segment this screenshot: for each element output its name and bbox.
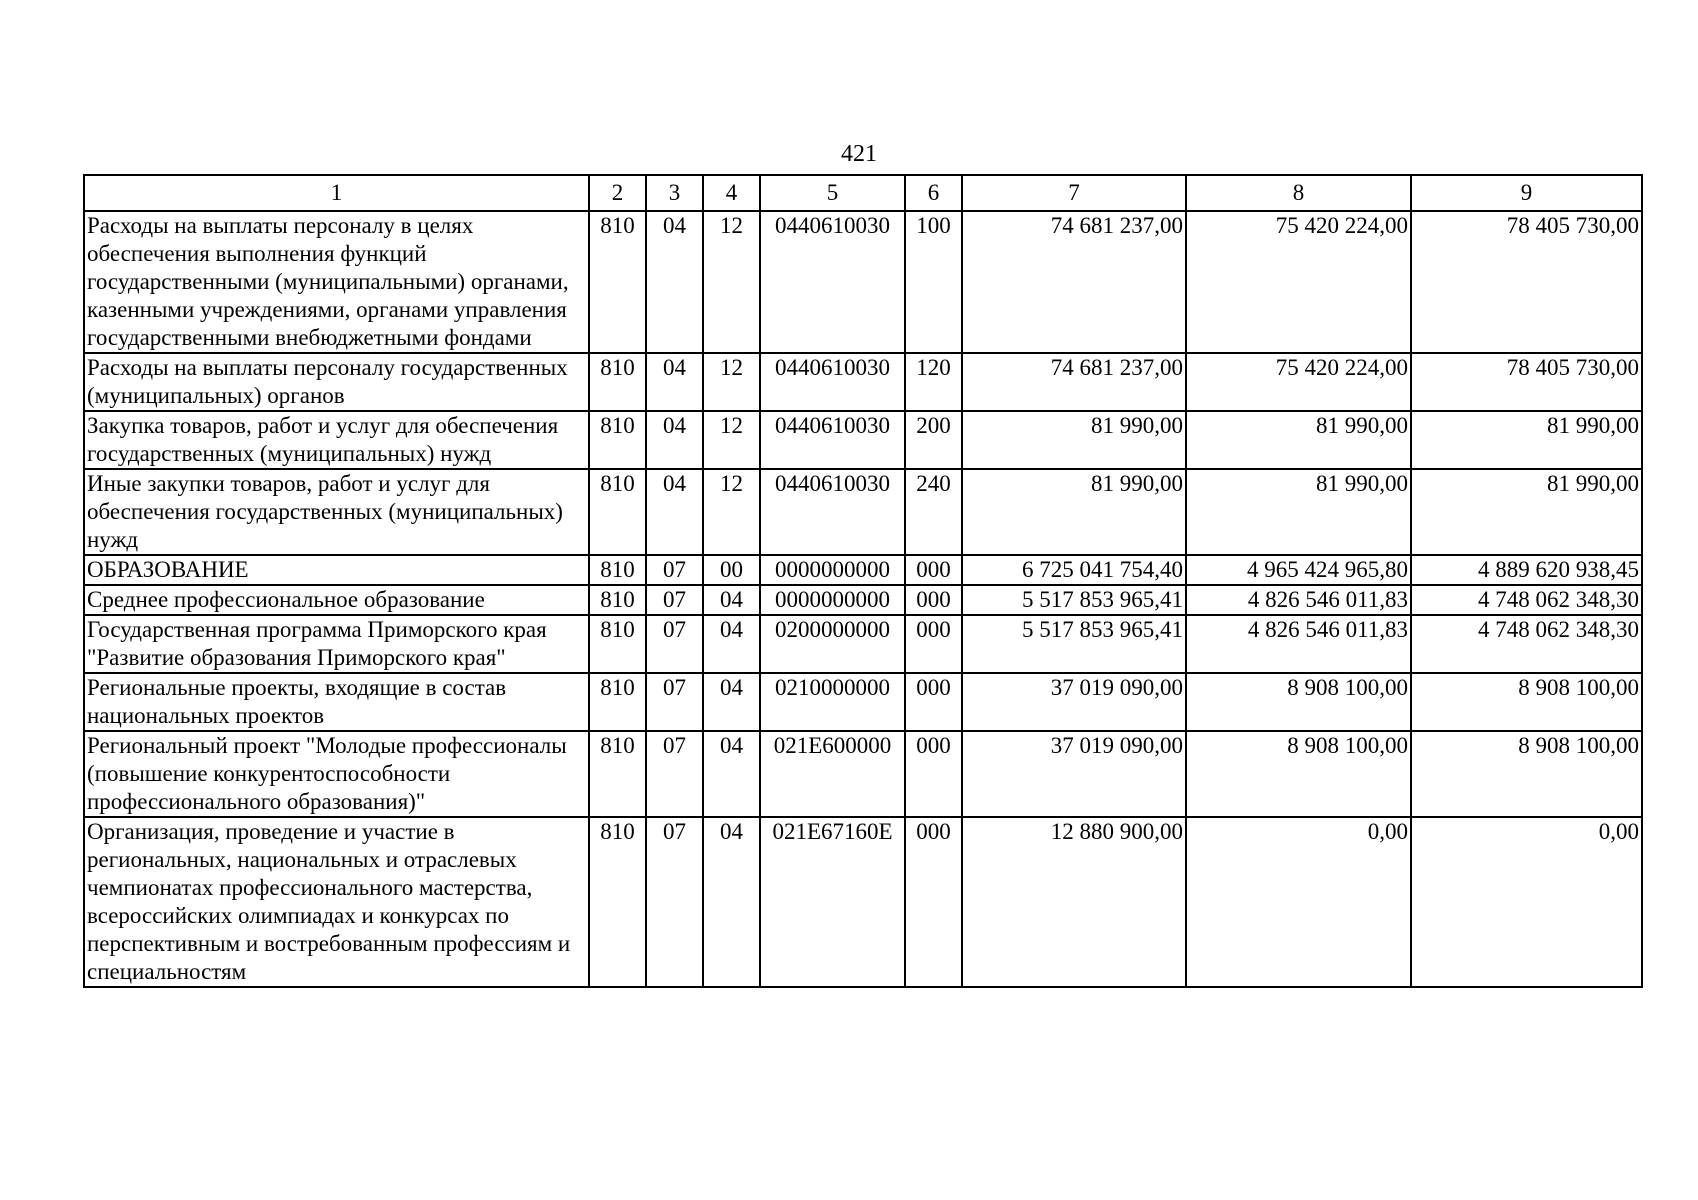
- amount-year-2: 75 420 224,00: [1186, 353, 1411, 411]
- table-row: [84, 585, 1642, 615]
- row-name: Закупка товаров, работ и услуг для обеспечения государственных (муниципальных) нужд: [84, 411, 589, 469]
- section-code: 07: [646, 615, 703, 673]
- column-header: 9: [1411, 175, 1642, 211]
- target-article-code: 0200000000: [760, 615, 905, 673]
- column-header: 1: [84, 175, 589, 211]
- ministry-code: 810: [589, 585, 646, 615]
- expense-type-code: 240: [905, 469, 962, 555]
- target-article-code: 0210000000: [760, 673, 905, 731]
- expense-type-code: 000: [905, 615, 962, 673]
- ministry-code: 810: [589, 615, 646, 673]
- amount-year-1: 74 681 237,00: [962, 211, 1186, 353]
- page-number: 421: [841, 141, 877, 167]
- amount-year-3: 0,00: [1411, 817, 1642, 987]
- amount-year-1: 12 880 900,00: [962, 817, 1186, 987]
- amount-year-2: 75 420 224,00: [1186, 211, 1411, 353]
- amount-year-3: 81 990,00: [1411, 469, 1642, 555]
- target-article-code: 021E600000: [760, 731, 905, 817]
- target-article-code: 0440610030: [760, 211, 905, 353]
- amount-year-3: 4 748 062 348,30: [1411, 615, 1642, 673]
- table-row: [84, 411, 1642, 469]
- expense-type-code: 200: [905, 411, 962, 469]
- amount-year-3: 78 405 730,00: [1411, 211, 1642, 353]
- target-article-code: 0000000000: [760, 555, 905, 585]
- subsection-code: 12: [703, 353, 760, 411]
- ministry-code: 810: [589, 673, 646, 731]
- ministry-code: 810: [589, 817, 646, 987]
- ministry-code: 810: [589, 731, 646, 817]
- amount-year-3: 81 990,00: [1411, 411, 1642, 469]
- ministry-code: 810: [589, 555, 646, 585]
- row-name: ОБРАЗОВАНИЕ: [84, 555, 589, 585]
- target-article-code: 0440610030: [760, 353, 905, 411]
- ministry-code: 810: [589, 211, 646, 353]
- section-code: 04: [646, 411, 703, 469]
- row-name: Организация, проведение и участие в региональных, национальных и отраслевых чемпионатах профессионального мастерства, всероссийских олимпиадах и конкурсах по перспективным и востребованным профессиям и специальностям: [84, 817, 589, 987]
- amount-year-2: 8 908 100,00: [1186, 673, 1411, 731]
- section-code: 07: [646, 585, 703, 615]
- subsection-code: 04: [703, 585, 760, 615]
- target-article-code: 0000000000: [760, 585, 905, 615]
- column-header: 7: [962, 175, 1186, 211]
- column-header: 2: [589, 175, 646, 211]
- table-row: [84, 353, 1642, 411]
- expense-type-code: 100: [905, 211, 962, 353]
- row-name: Государственная программа Приморского края "Развитие образования Приморского края": [84, 615, 589, 673]
- amount-year-2: 8 908 100,00: [1186, 731, 1411, 817]
- row-name: Иные закупки товаров, работ и услуг для обеспечения государственных (муниципальных) нужд: [84, 469, 589, 555]
- table-row: [84, 673, 1642, 731]
- amount-year-1: 37 019 090,00: [962, 731, 1186, 817]
- amount-year-2: 4 826 546 011,83: [1186, 585, 1411, 615]
- expense-type-code: 000: [905, 585, 962, 615]
- section-code: 04: [646, 469, 703, 555]
- amount-year-3: 8 908 100,00: [1411, 673, 1642, 731]
- table-row: [84, 731, 1642, 817]
- amount-year-3: 8 908 100,00: [1411, 731, 1642, 817]
- target-article-code: 021E67160E: [760, 817, 905, 987]
- subsection-code: 04: [703, 731, 760, 817]
- ministry-code: 810: [589, 411, 646, 469]
- row-name: Среднее профессиональное образование: [84, 585, 589, 615]
- row-name: Расходы на выплаты персоналу в целях обеспечения выполнения функций государственными (муниципальными) органами, казенными учреждениями, органами управления государственными внебюджетными фондами: [84, 211, 589, 353]
- table-row: [84, 615, 1642, 673]
- subsection-code: 12: [703, 469, 760, 555]
- amount-year-1: 81 990,00: [962, 469, 1186, 555]
- row-name: Региональный проект "Молодые профессионалы (повышение конкурентоспособности профессионального образования)": [84, 731, 589, 817]
- ministry-code: 810: [589, 469, 646, 555]
- amount-year-2: 4 826 546 011,83: [1186, 615, 1411, 673]
- expense-type-code: 000: [905, 555, 962, 585]
- section-code: 04: [646, 353, 703, 411]
- subsection-code: 00: [703, 555, 760, 585]
- section-code: 07: [646, 673, 703, 731]
- amount-year-2: 4 965 424 965,80: [1186, 555, 1411, 585]
- column-header: 5: [760, 175, 905, 211]
- subsection-code: 04: [703, 673, 760, 731]
- section-code: 07: [646, 817, 703, 987]
- amount-year-3: 4 889 620 938,45: [1411, 555, 1642, 585]
- row-name: Расходы на выплаты персоналу государственных (муниципальных) органов: [84, 353, 589, 411]
- subsection-code: 04: [703, 817, 760, 987]
- amount-year-2: 81 990,00: [1186, 469, 1411, 555]
- expense-type-code: 120: [905, 353, 962, 411]
- amount-year-1: 37 019 090,00: [962, 673, 1186, 731]
- amount-year-2: 81 990,00: [1186, 411, 1411, 469]
- subsection-code: 12: [703, 211, 760, 353]
- column-header: 8: [1186, 175, 1411, 211]
- row-name: Региональные проекты, входящие в состав национальных проектов: [84, 673, 589, 731]
- expense-type-code: 000: [905, 673, 962, 731]
- amount-year-3: 78 405 730,00: [1411, 353, 1642, 411]
- amount-year-1: 5 517 853 965,41: [962, 585, 1186, 615]
- expense-type-code: 000: [905, 731, 962, 817]
- amount-year-2: 0,00: [1186, 817, 1411, 987]
- section-code: 07: [646, 731, 703, 817]
- amount-year-1: 74 681 237,00: [962, 353, 1186, 411]
- section-code: 04: [646, 211, 703, 353]
- column-header: 3: [646, 175, 703, 211]
- subsection-code: 04: [703, 615, 760, 673]
- ministry-code: 810: [589, 353, 646, 411]
- amount-year-3: 4 748 062 348,30: [1411, 585, 1642, 615]
- table-row: [84, 555, 1642, 585]
- expense-type-code: 000: [905, 817, 962, 987]
- subsection-code: 12: [703, 411, 760, 469]
- budget-table: [83, 174, 1643, 988]
- target-article-code: 0440610030: [760, 411, 905, 469]
- column-number-row: [84, 175, 1642, 211]
- column-header: 4: [703, 175, 760, 211]
- section-code: 07: [646, 555, 703, 585]
- target-article-code: 0440610030: [760, 469, 905, 555]
- amount-year-1: 81 990,00: [962, 411, 1186, 469]
- amount-year-1: 6 725 041 754,40: [962, 555, 1186, 585]
- table-row: [84, 469, 1642, 555]
- table-row: [84, 211, 1642, 353]
- amount-year-1: 5 517 853 965,41: [962, 615, 1186, 673]
- table-row: [84, 817, 1642, 987]
- column-header: 6: [905, 175, 962, 211]
